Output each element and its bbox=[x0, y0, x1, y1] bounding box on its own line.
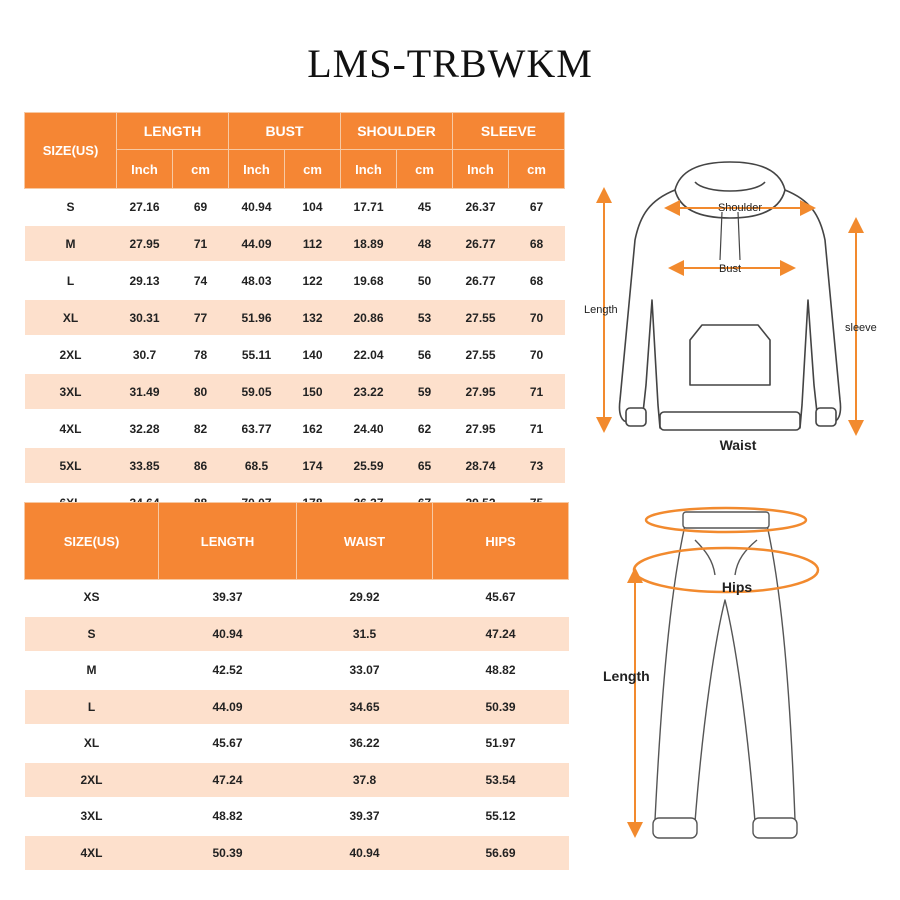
unit-header: cm bbox=[397, 150, 453, 189]
length-header: LENGTH bbox=[159, 503, 297, 580]
measurement-cell: 56.69 bbox=[433, 835, 569, 872]
bottom-size-table bbox=[24, 502, 569, 872]
hoodie-diagram bbox=[580, 160, 885, 460]
unit-header: Inch bbox=[341, 150, 397, 189]
waist-label: Waist bbox=[719, 437, 757, 453]
table-row bbox=[25, 835, 569, 872]
size-cell: XL bbox=[25, 299, 117, 336]
measurement-cell: 71 bbox=[173, 225, 229, 262]
measurement-cell: 33.07 bbox=[297, 652, 433, 689]
measurement-cell: 71 bbox=[509, 410, 565, 447]
unit-header: Inch bbox=[117, 150, 173, 189]
measurement-cell: 53.54 bbox=[433, 762, 569, 799]
sleeve-label: sleeve bbox=[845, 322, 877, 334]
measurement-cell: 19.68 bbox=[341, 262, 397, 299]
pants-length-label: Length bbox=[603, 668, 650, 684]
measurement-cell: 50.39 bbox=[433, 689, 569, 726]
bust-label: Bust bbox=[718, 263, 742, 275]
size-cell: M bbox=[25, 225, 117, 262]
measurement-cell: 47.24 bbox=[433, 616, 569, 653]
measurement-cell: 48 bbox=[397, 225, 453, 262]
measurement-cell: 24.40 bbox=[341, 410, 397, 447]
size-cell: 3XL bbox=[25, 798, 159, 835]
measurement-cell: 51.96 bbox=[229, 299, 285, 336]
measurement-cell: 132 bbox=[285, 299, 341, 336]
size-cell: 5XL bbox=[25, 447, 117, 484]
length-header: LENGTH bbox=[117, 113, 229, 150]
measurement-cell: 55.11 bbox=[229, 336, 285, 373]
table-row bbox=[25, 762, 569, 799]
table-row bbox=[25, 689, 569, 726]
measurement-cell: 53 bbox=[397, 299, 453, 336]
size-cell: S bbox=[25, 189, 117, 226]
measurement-cell: 26.77 bbox=[453, 225, 509, 262]
measurement-cell: 26.77 bbox=[453, 262, 509, 299]
measurement-cell: 29.13 bbox=[117, 262, 173, 299]
size-cell: 2XL bbox=[25, 336, 117, 373]
measurement-cell: 27.16 bbox=[117, 189, 173, 226]
measurement-cell: 37.8 bbox=[297, 762, 433, 799]
hips-label: Hips bbox=[721, 579, 753, 595]
measurement-cell: 69 bbox=[173, 189, 229, 226]
measurement-cell: 73 bbox=[509, 447, 565, 484]
measurement-cell: 74 bbox=[173, 262, 229, 299]
table-row bbox=[25, 616, 569, 653]
table-row bbox=[25, 262, 565, 299]
table-row bbox=[25, 189, 565, 226]
measurement-cell: 40.94 bbox=[159, 616, 297, 653]
table-row bbox=[25, 580, 569, 616]
bust-header: BUST bbox=[229, 113, 341, 150]
measurement-cell: 31.5 bbox=[297, 616, 433, 653]
measurement-cell: 39.37 bbox=[297, 798, 433, 835]
table-row bbox=[25, 798, 569, 835]
measurement-cell: 20.86 bbox=[341, 299, 397, 336]
measurement-cell: 27.55 bbox=[453, 299, 509, 336]
measurement-cell: 48.03 bbox=[229, 262, 285, 299]
measurement-cell: 27.95 bbox=[453, 373, 509, 410]
measurement-cell: 68 bbox=[509, 225, 565, 262]
measurement-cell: 67 bbox=[509, 189, 565, 226]
measurement-cell: 33.85 bbox=[117, 447, 173, 484]
measurement-cell: 30.31 bbox=[117, 299, 173, 336]
measurement-cell: 104 bbox=[285, 189, 341, 226]
hips-header: HIPS bbox=[433, 503, 569, 580]
measurement-cell: 40.94 bbox=[229, 189, 285, 226]
measurement-cell: 59 bbox=[397, 373, 453, 410]
size-header: SIZE(US) bbox=[25, 113, 117, 189]
size-cell: S bbox=[25, 616, 159, 653]
measurement-cell: 50 bbox=[397, 262, 453, 299]
table-row bbox=[25, 447, 565, 484]
measurement-cell: 86 bbox=[173, 447, 229, 484]
measurement-cell: 45.67 bbox=[433, 580, 569, 616]
measurement-cell: 122 bbox=[285, 262, 341, 299]
measurement-cell: 65 bbox=[397, 447, 453, 484]
measurement-cell: 47.24 bbox=[159, 762, 297, 799]
measurement-cell: 29.92 bbox=[297, 580, 433, 616]
measurement-cell: 112 bbox=[285, 225, 341, 262]
measurement-cell: 44.09 bbox=[159, 689, 297, 726]
table-row bbox=[25, 336, 565, 373]
measurement-cell: 140 bbox=[285, 336, 341, 373]
waist-header: WAIST bbox=[297, 503, 433, 580]
measurement-cell: 162 bbox=[285, 410, 341, 447]
size-cell: M bbox=[25, 652, 159, 689]
measurement-cell: 68 bbox=[509, 262, 565, 299]
table-row bbox=[25, 410, 565, 447]
top-size-table bbox=[24, 112, 565, 522]
unit-header: cm bbox=[173, 150, 229, 189]
measurement-cell: 30.7 bbox=[117, 336, 173, 373]
measurement-cell: 45.67 bbox=[159, 725, 297, 762]
sleeve-header: SLEEVE bbox=[453, 113, 565, 150]
measurement-cell: 22.04 bbox=[341, 336, 397, 373]
length-label: Length bbox=[584, 304, 618, 316]
measurement-cell: 63.77 bbox=[229, 410, 285, 447]
table-row bbox=[25, 373, 565, 410]
size-cell: 4XL bbox=[25, 410, 117, 447]
table-row bbox=[25, 299, 565, 336]
size-cell: 2XL bbox=[25, 762, 159, 799]
measurement-cell: 80 bbox=[173, 373, 229, 410]
size-cell: L bbox=[25, 262, 117, 299]
size-cell: XL bbox=[25, 725, 159, 762]
shoulder-header: SHOULDER bbox=[341, 113, 453, 150]
measurement-cell: 51.97 bbox=[433, 725, 569, 762]
measurement-cell: 82 bbox=[173, 410, 229, 447]
measurement-cell: 71 bbox=[509, 373, 565, 410]
table-row bbox=[25, 652, 569, 689]
measurement-cell: 174 bbox=[285, 447, 341, 484]
size-cell: 3XL bbox=[25, 373, 117, 410]
measurement-cell: 34.65 bbox=[297, 689, 433, 726]
measurement-cell: 25.59 bbox=[341, 447, 397, 484]
measurement-cell: 36.22 bbox=[297, 725, 433, 762]
measurement-cell: 42.52 bbox=[159, 652, 297, 689]
measurement-cell: 62 bbox=[397, 410, 453, 447]
measurement-cell: 78 bbox=[173, 336, 229, 373]
measurement-cell: 27.95 bbox=[453, 410, 509, 447]
size-header: SIZE(US) bbox=[25, 503, 159, 580]
measurement-cell: 50.39 bbox=[159, 835, 297, 872]
measurement-cell: 18.89 bbox=[341, 225, 397, 262]
measurement-cell: 55.12 bbox=[433, 798, 569, 835]
table-row bbox=[25, 725, 569, 762]
measurement-cell: 23.22 bbox=[341, 373, 397, 410]
measurement-cell: 31.49 bbox=[117, 373, 173, 410]
measurement-cell: 27.55 bbox=[453, 336, 509, 373]
unit-header: cm bbox=[285, 150, 341, 189]
measurement-cell: 45 bbox=[397, 189, 453, 226]
measurement-cell: 68.5 bbox=[229, 447, 285, 484]
measurement-cell: 32.28 bbox=[117, 410, 173, 447]
page-title: LMS-TRBWKM bbox=[307, 41, 593, 86]
measurement-cell: 27.95 bbox=[117, 225, 173, 262]
size-cell: L bbox=[25, 689, 159, 726]
size-cell: XS bbox=[25, 580, 159, 616]
measurement-cell: 70 bbox=[509, 299, 565, 336]
measurement-cell: 48.82 bbox=[159, 798, 297, 835]
measurement-cell: 70 bbox=[509, 336, 565, 373]
measurement-cell: 150 bbox=[285, 373, 341, 410]
table-row bbox=[25, 225, 565, 262]
unit-header: Inch bbox=[453, 150, 509, 189]
size-cell: 4XL bbox=[25, 835, 159, 872]
pants-outline bbox=[653, 512, 797, 838]
measurement-cell: 40.94 bbox=[297, 835, 433, 872]
measurement-cell: 39.37 bbox=[159, 580, 297, 616]
pants-diagram bbox=[595, 500, 875, 860]
measurement-cell: 59.05 bbox=[229, 373, 285, 410]
measurement-cell: 26.37 bbox=[453, 189, 509, 226]
measurement-cell: 17.71 bbox=[341, 189, 397, 226]
measurement-cell: 56 bbox=[397, 336, 453, 373]
measurement-cell: 28.74 bbox=[453, 447, 509, 484]
unit-header: Inch bbox=[229, 150, 285, 189]
measurement-cell: 48.82 bbox=[433, 652, 569, 689]
measurement-cell: 77 bbox=[173, 299, 229, 336]
measurement-cell: 44.09 bbox=[229, 225, 285, 262]
shoulder-label: Shoulder bbox=[717, 202, 763, 214]
unit-header: cm bbox=[509, 150, 565, 189]
